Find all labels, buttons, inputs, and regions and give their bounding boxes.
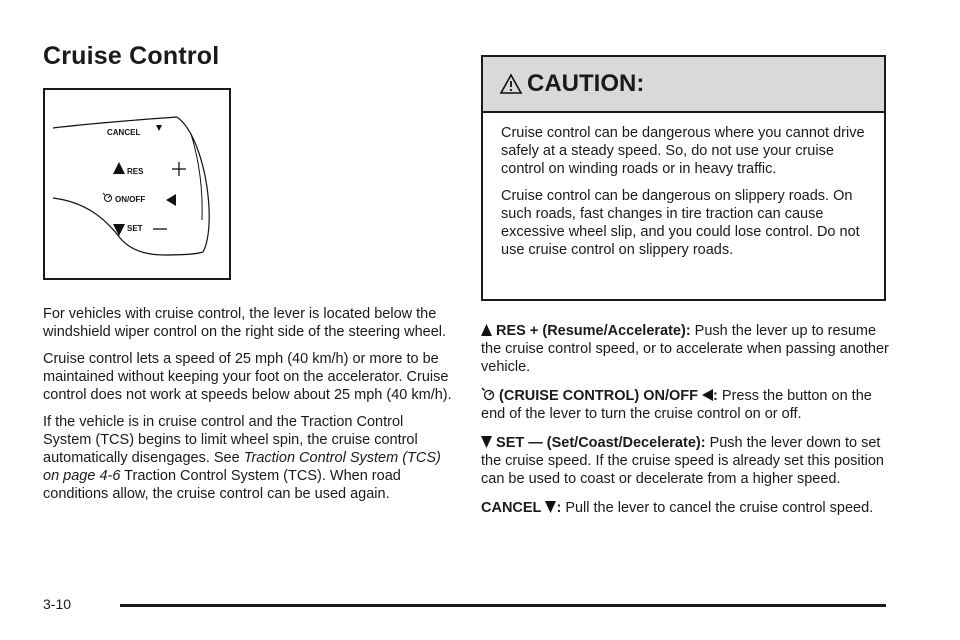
onoff-description: (CRUISE CONTROL) ON/OFF : Press the button on the end of the lever to turn the cruise control on or off. — [481, 388, 872, 422]
tcs-reference-link[interactable]: Traction Control System (TCS) on page 4-6 — [43, 450, 441, 484]
cancel-description: CANCEL : Pull the lever to cancel the cruise control speed. — [481, 500, 874, 516]
figure-label-cancel: CANCEL — [107, 128, 141, 137]
footer-divider — [120, 604, 886, 607]
lever-illustration — [45, 90, 229, 278]
caution-heading: CAUTION: — [527, 70, 645, 97]
caution-header — [483, 57, 884, 113]
set-description: SET — (Set/Coast/Decelerate): Push the lever down to set the cruise speed. If the cruise speed is already set this position can be used to coast or decelerate from a higher speed. — [481, 435, 884, 487]
figure-label-onoff: ON/OFF — [115, 195, 146, 204]
cruise-lever-figure — [43, 88, 231, 280]
caution-paragraph-1: Cruise control can be dangerous where you cannot drive safely at a steady speed. So, do not use your cruise control on winding roads or in heavy traffic. — [501, 125, 865, 177]
res-description: RES + (Resume/Accelerate): Push the lever up to resume the cruise control speed, or to accelerate when passing another vehicle. — [481, 323, 889, 375]
cruise-control-icon — [481, 387, 495, 401]
figure-label-res: RES — [127, 167, 144, 176]
up-triangle-icon — [481, 324, 492, 336]
right-column-text — [481, 322, 891, 528]
caution-triangle-icon — [499, 73, 523, 95]
paragraph-lever-location: For vehicles with cruise control, the lever is located below the windshield wiper control on the right side of the steering wheel. — [43, 306, 447, 340]
caution-paragraph-2: Cruise control can be dangerous on slippery roads. On such roads, fast changes in tire traction can cause excessive wheel slip, and you could lose control. Do not use cruise control on slippery roads. — [501, 188, 860, 258]
down-triangle-icon — [481, 436, 492, 448]
paragraph-tcs: If the vehicle is in cruise control and the Traction Control System (TCS) begins to limit wheel spin, the cruise control automatically disengages. See Traction Control System (TCS) on page 4-6 Traction Control System (TCS). When road conditions allow, the cruise control can be used again. — [43, 414, 441, 502]
left-column-text — [43, 305, 453, 512]
paragraph-speed-limit: Cruise control lets a speed of 25 mph (40 km/h) or more to be maintained without keeping your foot on the accelerator. Cruise control does not work at speeds below about 25 mph (40 km/h). — [43, 351, 452, 403]
caution-box — [481, 55, 886, 301]
left-triangle-icon — [702, 389, 713, 401]
page-title: Cruise Control — [43, 42, 220, 70]
caution-body — [483, 113, 884, 259]
down-triangle-icon — [545, 501, 556, 513]
figure-label-set: SET — [127, 224, 143, 233]
page-number: 3-10 — [43, 596, 72, 612]
